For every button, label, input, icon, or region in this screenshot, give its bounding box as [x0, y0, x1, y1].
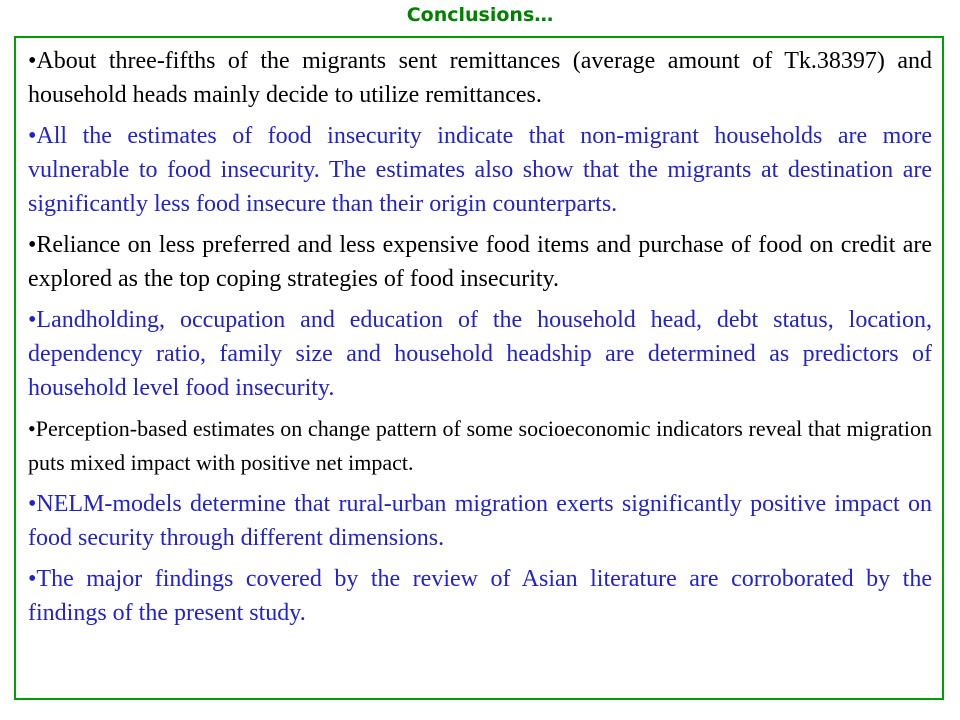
bullet-predictors: •Landholding, occupation and education of the household head, debt status, location, dependency ratio, family size and household headship are determined as predictors of household level food insecurity. — [28, 307, 932, 401]
bullet-asian-literature: •The major findings covered by the review of Asian literature are corroborated by the findings of the present study. — [28, 566, 932, 626]
bullet-nelm-models: •NELM-models determine that rural-urban migration exerts significantly positive impact on food security through different dimensions. — [28, 491, 932, 551]
conclusions-box — [14, 36, 944, 700]
bullet-food-insecurity-estimates: •All the estimates of food insecurity indicate that non-migrant households are more vulnerable to food insecurity. The estimates also show that the migrants at destination are significantly less food insecure than their origin counterparts. — [28, 123, 932, 217]
bullet-remittances: •About three-fifths of the migrants sent remittances (average amount of Tk.38397) and household heads mainly decide to utilize remittances. — [28, 48, 932, 108]
bullet-coping-strategies: •Reliance on less preferred and less expensive food items and purchase of food on credit are explored as the top coping strategies of food insecurity. — [28, 232, 932, 292]
bullet-perception-estimates: •Perception-based estimates on change pattern of some socioeconomic indicators reveal that migration puts mixed impact with positive net impact. — [28, 416, 932, 475]
slide-title: Conclusions… — [406, 4, 554, 26]
